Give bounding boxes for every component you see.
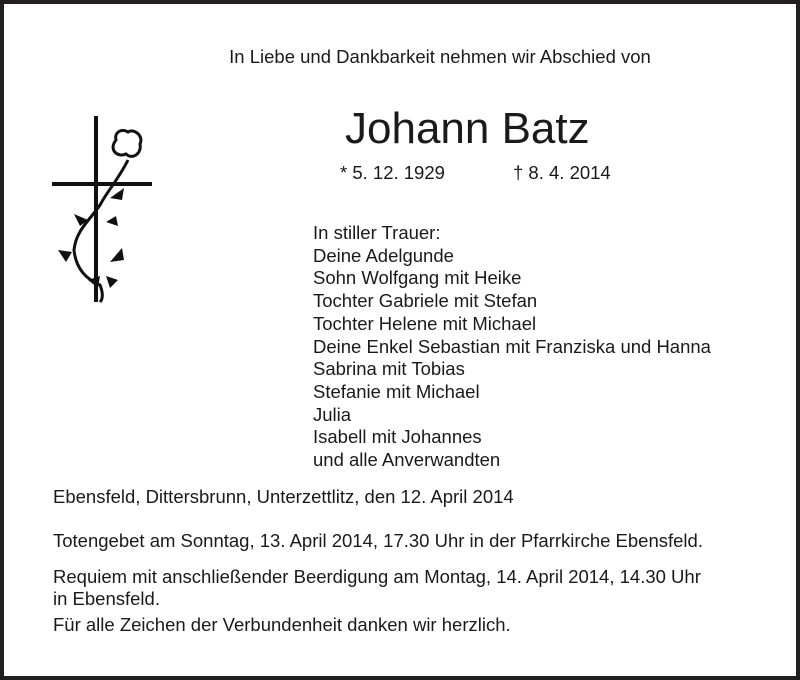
prayer-info: Totengebet am Sonntag, 13. April 2014, 17.30 Uhr in der Pfarrkirche Ebensfeld.	[53, 530, 703, 551]
thanks-text: Für alle Zeichen der Verbundenheit danken wir herzlich.	[53, 614, 511, 635]
requiem-line: Requiem mit anschließender Beerdigung am Montag, 14. April 2014, 14.30 Uhr	[53, 566, 701, 587]
mourner-line: Isabell mit Johannes	[313, 426, 482, 448]
mourner-line: und alle Anverwandten	[313, 449, 501, 471]
place-date: Ebensfeld, Dittersbrunn, Unterzettlitz, den 12. April 2014	[53, 486, 514, 507]
requiem-info	[53, 566, 701, 610]
mourner-line: Stefanie mit Michael	[313, 380, 480, 402]
intro-text: In Liebe und Dankbarkeit nehmen wir Abschied von	[229, 46, 651, 67]
mourners-list	[313, 222, 711, 472]
deceased-name: Johann Batz	[345, 104, 590, 153]
mourner-line: Sabrina mit Tobias	[313, 358, 465, 380]
cross-with-rose-icon	[48, 110, 158, 310]
mourner-line: Julia	[313, 403, 352, 425]
requiem-line: in Ebensfeld.	[53, 588, 160, 609]
mourner-line: Sohn Wolfgang mit Heike	[313, 267, 522, 289]
mourner-line: Deine Adelgunde	[313, 244, 454, 266]
mourner-line: Tochter Helene mit Michael	[313, 312, 537, 334]
mourner-line: Tochter Gabriele mit Stefan	[313, 290, 538, 312]
mourner-line: Deine Enkel Sebastian mit Franziska und Hanna	[313, 335, 711, 357]
death-date: † 8. 4. 2014	[513, 162, 611, 183]
mourner-line: In stiller Trauer:	[313, 222, 441, 243]
birth-date: * 5. 12. 1929	[340, 162, 445, 183]
